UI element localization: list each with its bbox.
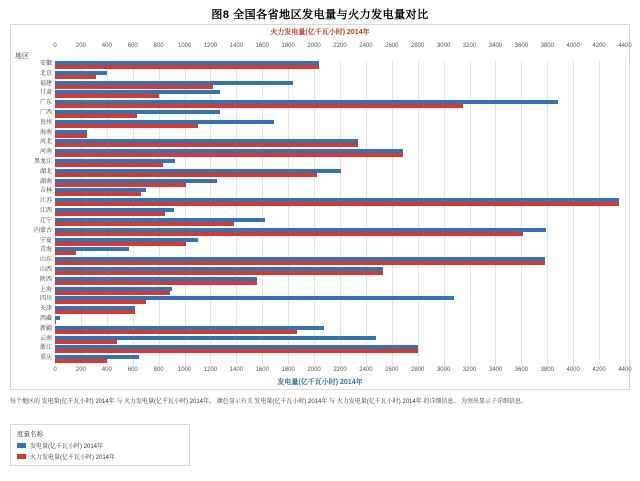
bar-thermal[interactable] xyxy=(55,134,87,138)
bar-row[interactable] xyxy=(39,198,625,208)
axis-tick-label: 800 xyxy=(153,43,164,49)
axis-tick-label: 200 xyxy=(75,367,86,373)
axis-tick-label: 2800 xyxy=(411,43,425,49)
category-label: 浙江 xyxy=(39,345,52,352)
legend-swatch-thermal xyxy=(17,454,26,459)
legend-label: 发电量(亿千瓦小时) 2014年 xyxy=(30,444,104,450)
bar-row[interactable] xyxy=(39,149,625,159)
category-label: 河北 xyxy=(39,139,52,146)
category-label: 西藏 xyxy=(39,315,52,322)
bar-thermal[interactable] xyxy=(55,143,358,147)
bar-thermal[interactable] xyxy=(55,173,317,177)
bar-thermal[interactable] xyxy=(55,242,186,246)
footnote: 每个地区的 发电量(亿千瓦小时) 2014年 与 火力发电量(亿千瓦小时) 2014年。 颜色显示有关 发电量(亿千瓦小时) 2014年 与 火力发电量(亿千瓦小时) 2014年 的详细信息。 为突出显示子详细信息。 xyxy=(10,399,528,405)
axis-tick-label: 0 xyxy=(53,43,57,49)
category-label: 江苏 xyxy=(39,198,52,205)
bar-thermal[interactable] xyxy=(55,104,463,108)
bar-row[interactable] xyxy=(39,139,625,149)
bar-row[interactable] xyxy=(39,345,625,355)
category-label: 山东 xyxy=(39,257,52,264)
bar-thermal[interactable] xyxy=(55,281,257,285)
category-label: 宁夏 xyxy=(39,237,52,244)
bar-thermal[interactable] xyxy=(55,232,523,236)
axis-tick-label: 1400 xyxy=(229,367,244,373)
top-axis-title: 火力发电量(亿千瓦小时) 2014年 xyxy=(270,29,370,36)
bar-row[interactable] xyxy=(39,119,625,130)
bar-row[interactable] xyxy=(39,90,625,100)
bar-row[interactable] xyxy=(39,306,625,316)
axis-tick-label: 1200 xyxy=(203,43,218,49)
category-label: 重庆 xyxy=(39,355,52,362)
bar-thermal[interactable] xyxy=(55,75,96,79)
axis-tick-label: 600 xyxy=(127,367,138,373)
category-label: 福建 xyxy=(39,80,52,87)
bar-thermal[interactable] xyxy=(55,163,163,167)
bar-generation[interactable] xyxy=(55,316,60,320)
bar-row[interactable] xyxy=(39,168,625,179)
legend xyxy=(10,424,190,466)
axis-tick-label: 2400 xyxy=(359,43,373,49)
category-label: 海南 xyxy=(39,129,52,136)
axis-tick-label: 200 xyxy=(75,43,86,49)
category-label: 青海 xyxy=(39,247,52,254)
axis-tick-label: 3400 xyxy=(488,43,503,49)
axis-tick-label: 2800 xyxy=(411,367,425,373)
axis-tick-label: 2000 xyxy=(307,367,321,373)
axis-tick-label: 800 xyxy=(153,367,164,373)
bar-row[interactable] xyxy=(39,188,625,198)
category-label: 湖南 xyxy=(39,178,52,185)
axis-tick-label: 4200 xyxy=(592,43,606,49)
bar-row[interactable] xyxy=(39,286,625,297)
bar-row[interactable] xyxy=(39,315,625,326)
axis-tick-label: 2200 xyxy=(333,367,347,373)
legend-item[interactable] xyxy=(17,441,183,450)
plot-area xyxy=(33,61,625,365)
category-label: 广西 xyxy=(39,110,52,117)
axis-tick-label: 2600 xyxy=(385,43,399,49)
bar-thermal[interactable] xyxy=(55,153,403,157)
bar-thermal[interactable] xyxy=(55,320,56,324)
legend-item[interactable] xyxy=(17,452,183,461)
category-label: 黑龙江 xyxy=(33,159,52,166)
legend-swatch-generation xyxy=(17,443,26,448)
axis-tick-label: 4000 xyxy=(566,367,580,373)
category-label: 河南 xyxy=(39,149,52,156)
axis-tick-label: 1000 xyxy=(177,367,192,373)
bar-row[interactable] xyxy=(39,335,625,346)
category-label: 甘肃 xyxy=(39,90,52,97)
bar-row[interactable] xyxy=(39,325,625,336)
category-label: 新疆 xyxy=(39,325,52,332)
category-label: 上海 xyxy=(39,286,52,293)
axis-tick-label: 1000 xyxy=(177,43,192,49)
axis-tick-label: 4000 xyxy=(566,43,580,49)
chart-container xyxy=(10,24,630,390)
axis-tick-label: 4400 xyxy=(618,367,632,373)
bar-thermal[interactable] xyxy=(55,251,76,255)
category-label: 广东 xyxy=(39,100,52,107)
bar-thermal[interactable] xyxy=(55,192,141,196)
category-label: 天津 xyxy=(39,306,52,313)
bar-row[interactable] xyxy=(39,100,625,110)
bar-row[interactable] xyxy=(39,61,625,71)
bar-thermal[interactable] xyxy=(55,202,619,206)
axis-tick-label: 1200 xyxy=(203,367,218,373)
category-label: 北京 xyxy=(39,70,52,77)
bar-row[interactable] xyxy=(39,70,625,81)
axis-tick-label: 0 xyxy=(53,367,57,373)
category-label: 贵州 xyxy=(39,119,52,126)
category-label: 山西 xyxy=(39,266,52,273)
axis-tick-label: 400 xyxy=(101,43,112,49)
bar-thermal[interactable] xyxy=(55,183,186,187)
bar-thermal[interactable] xyxy=(55,212,165,216)
axis-tick-label: 3000 xyxy=(436,367,451,373)
bar-row[interactable] xyxy=(39,296,625,306)
bar-row[interactable] xyxy=(39,266,625,277)
bar-thermal[interactable] xyxy=(55,114,137,118)
axis-tick-label: 3200 xyxy=(462,367,477,373)
page-title: 图8 全国各省地区发电量与火力发电量对比 xyxy=(211,9,429,21)
axis-tick-label: 1600 xyxy=(255,367,269,373)
category-label: 陕西 xyxy=(39,276,52,283)
axis-tick-label: 3600 xyxy=(514,367,529,373)
bar-row[interactable] xyxy=(39,257,625,267)
axis-tick-label: 3200 xyxy=(462,43,477,49)
axis-tick-label: 1600 xyxy=(255,43,269,49)
category-label: 辽宁 xyxy=(39,217,52,224)
bar-row[interactable] xyxy=(39,237,625,248)
bar-thermal[interactable] xyxy=(55,330,297,334)
bar-row[interactable] xyxy=(39,110,625,120)
bar-thermal[interactable] xyxy=(55,359,107,363)
axis-tick-label: 3400 xyxy=(488,367,503,373)
bar-thermal[interactable] xyxy=(55,310,135,314)
bar-thermal[interactable] xyxy=(55,94,159,98)
bar-thermal[interactable] xyxy=(55,340,117,344)
axis-tick-label: 1800 xyxy=(281,43,295,49)
axis-tick-label: 1400 xyxy=(229,43,244,49)
axis-tick-label: 4400 xyxy=(618,43,632,49)
axis-tick-label: 2000 xyxy=(307,43,321,49)
bar-row[interactable] xyxy=(39,217,625,228)
legend-title: 度量名称 xyxy=(17,431,43,438)
bar-thermal[interactable] xyxy=(55,65,319,69)
bar-row[interactable] xyxy=(39,208,625,218)
axis-tick-label: 2400 xyxy=(359,367,373,373)
bar-rows xyxy=(33,61,625,365)
category-axis-header: 地区 xyxy=(15,53,29,60)
axis-tick-label: 4200 xyxy=(592,367,606,373)
axis-tick-label: 600 xyxy=(127,43,138,49)
category-label: 江西 xyxy=(39,208,52,215)
category-label: 吉林 xyxy=(39,188,52,195)
legend-label: 火力发电量(亿千瓦小时) 2014年 xyxy=(30,455,116,461)
bar-row[interactable] xyxy=(39,80,625,91)
category-label: 云南 xyxy=(39,335,52,342)
bar-thermal[interactable] xyxy=(55,261,545,265)
category-label: 安徽 xyxy=(39,61,52,67)
category-label: 内蒙古 xyxy=(33,227,52,234)
bar-thermal[interactable] xyxy=(55,271,383,275)
bottom-axis-title: 发电量(亿千瓦小时) 2014年 xyxy=(277,379,363,386)
axis-tick-label: 3600 xyxy=(514,43,529,49)
axis-tick-label: 3000 xyxy=(436,43,451,49)
bar-row[interactable] xyxy=(39,247,625,257)
bar-row[interactable] xyxy=(39,355,625,365)
gridline xyxy=(625,61,626,365)
bar-row[interactable] xyxy=(39,276,625,287)
axis-tick-label: 2200 xyxy=(333,43,347,49)
bar-thermal[interactable] xyxy=(55,85,213,89)
axis-tick-label: 3800 xyxy=(540,367,554,373)
category-label: 湖北 xyxy=(39,168,52,175)
bar-thermal[interactable] xyxy=(55,300,146,304)
axis-tick-label: 3800 xyxy=(540,43,554,49)
bar-thermal[interactable] xyxy=(55,222,234,226)
category-label: 四川 xyxy=(39,296,52,303)
bar-row[interactable] xyxy=(39,129,625,140)
bar-thermal[interactable] xyxy=(55,291,170,295)
axis-tick-label: 400 xyxy=(101,367,112,373)
bar-row[interactable] xyxy=(33,159,625,169)
axis-tick-label: 2600 xyxy=(385,367,399,373)
bar-row[interactable] xyxy=(39,178,625,189)
bar-row[interactable] xyxy=(33,227,625,238)
bar-thermal[interactable] xyxy=(55,124,198,128)
top-axis-ticks xyxy=(53,43,632,55)
bar-thermal[interactable] xyxy=(55,349,418,353)
axis-tick-label: 1800 xyxy=(281,367,295,373)
